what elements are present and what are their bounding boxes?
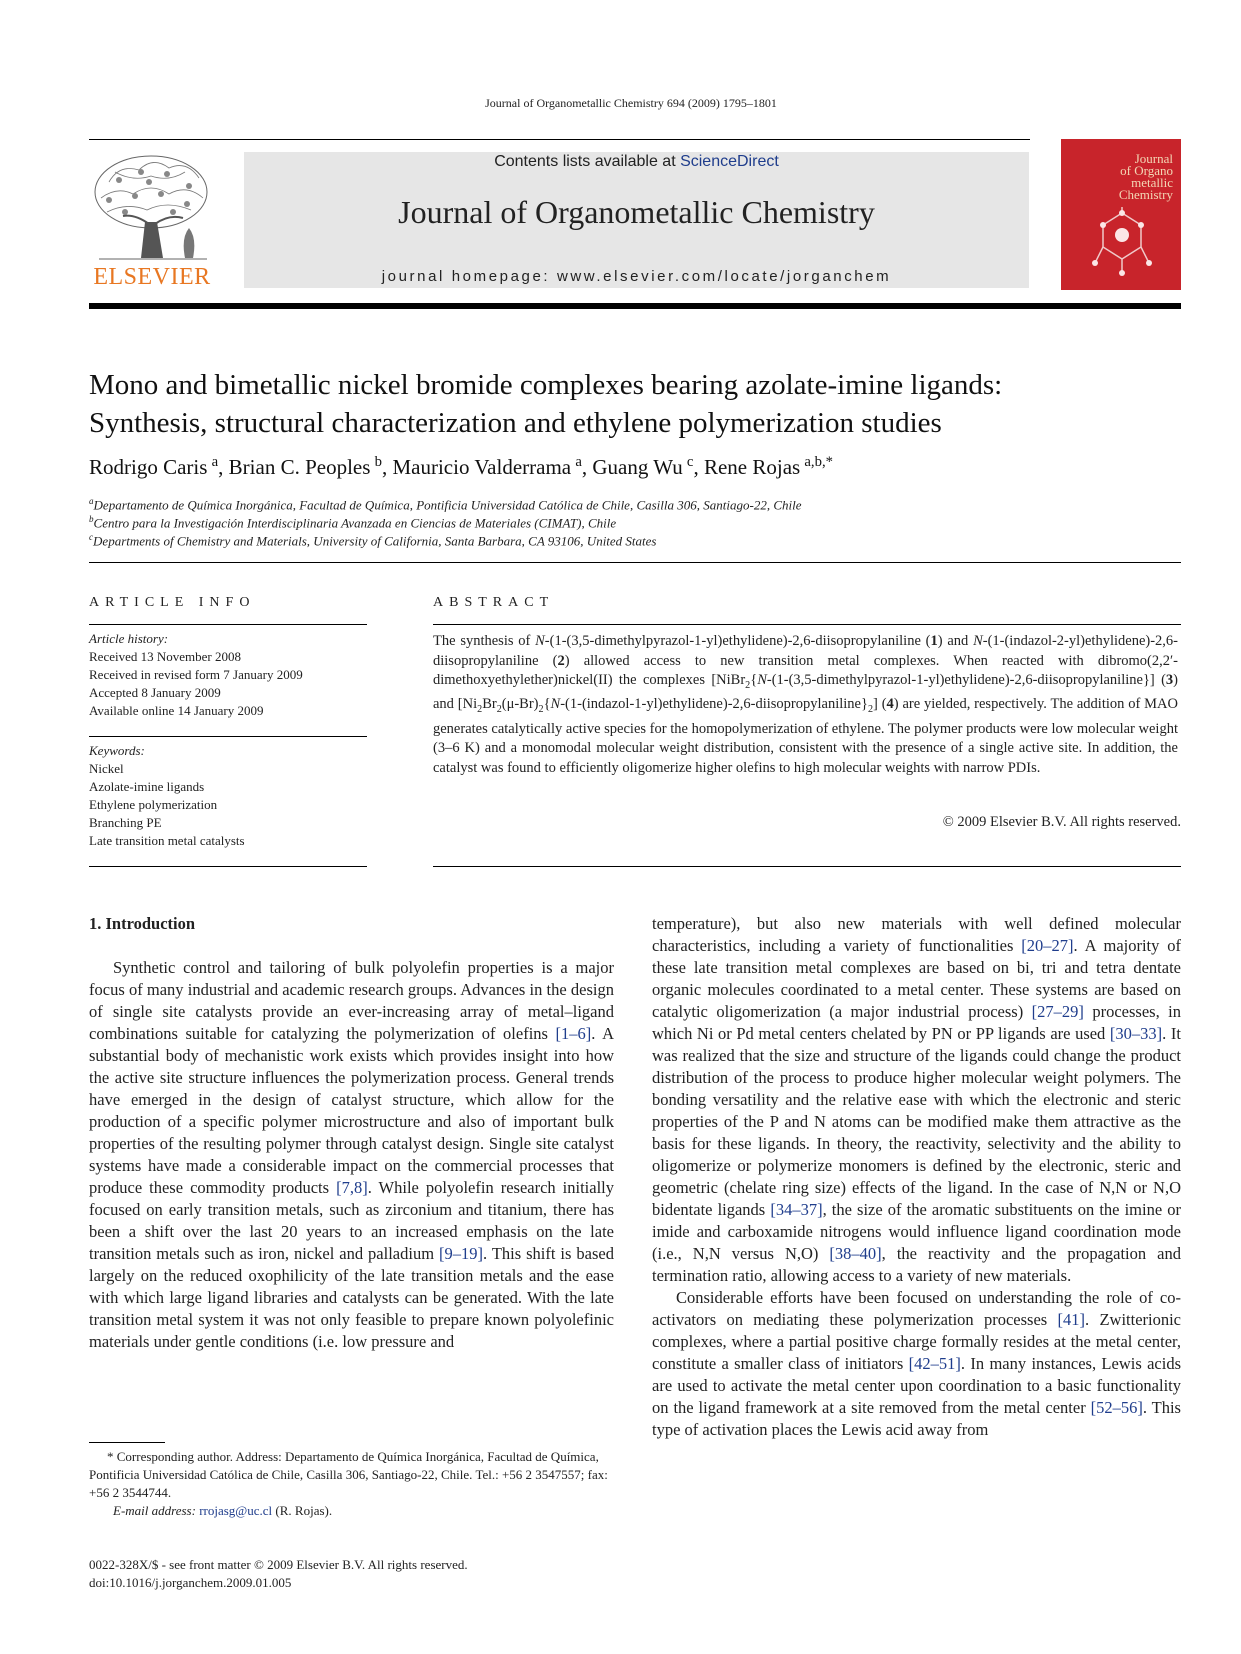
article-info-rule xyxy=(89,624,367,625)
abstract-heading: ABSTRACT xyxy=(433,595,555,610)
citation-link[interactable]: [1–6] xyxy=(555,1024,592,1043)
paragraph: temperature), but also new materials with well defined molecular characteristics, including a variety of functionalities [20–27]. A majority of these late transition metal complexes are based on bi, tri and tetra dentate organic molecules coordinated to a metal center. These systems are based on catalytic oligomerization (a major industrial process) [27–29] processes, in which Ni or Pd metal centers chelated by PN or PP ligands are used [30–33]. It was realized that the size and structure of the ligands could change the product distribution of the process to produce higher molecular weight polymers. The bonding versatility and the relative ease with which the electronic and steric properties of the P and N atoms can be modified make them attractive as the basis for these ligands. In theory, the reactivity, selectivity and the ability to oligomerize or polymerize monomers is defined by the electronic, steric and geometric (chelate ring size) effects of the ligand. In the case of N,N or N,O bidentate ligands [34–37], the size of the aromatic substituents on the imine or imide and carboxamide nitrogens would influence ligand coordination mode (i.e., N,N versus N,O) [38–40], the reactivity and the propagation and termination ratio, allowing access to a variety of new materials. xyxy=(652,914,1181,1285)
keyword-item: Late transition metal catalysts xyxy=(89,833,245,848)
author-email-link[interactable]: rrojasg@uc.cl xyxy=(199,1503,273,1518)
abstract-rule xyxy=(433,624,1181,625)
article-title-line-1: Mono and bimetallic nickel bromide complexes bearing azolate-imine ligands: xyxy=(89,369,1003,401)
header-top-rule xyxy=(89,139,1030,140)
author-list: Rodrigo Caris $^a$, Brian C. Peoples $^b$, Mauricio Valderrama $^a$, Guang Wu $^c$, Rene Rojas $^{a,b,*}$ xyxy=(89,454,833,479)
history-item: Accepted 8 January 2009 xyxy=(89,685,221,700)
abstract-bottom-rule xyxy=(433,866,1181,867)
citation-link[interactable]: [42–51] xyxy=(908,1354,961,1373)
journal-citation: Journal of Organometallic Chemistry 694 (2009) 1795–1801 xyxy=(485,96,777,110)
affiliation: $^a$Departamento de Química Inorgánica, Facultad de Química, Pontificia Universidad Católica de Chile, Casilla 306, Santiago-22, Chile xyxy=(89,496,802,513)
sciencedirect-link[interactable]: ScienceDirect xyxy=(680,153,779,170)
keyword-item: Azolate-imine ligands xyxy=(89,779,205,794)
author-name[interactable]: Guang Wu xyxy=(592,455,683,479)
article-title-line-2: Synthesis, structural characterization and ethylene polymerization studies xyxy=(89,407,942,439)
elsevier-tree-icon xyxy=(89,152,215,264)
article-title xyxy=(89,366,1189,442)
header-bottom-rule xyxy=(89,303,1181,309)
doi-line[interactable]: doi:10.1016/j.jorganchem.2009.01.005 xyxy=(89,1575,292,1590)
author-name[interactable]: Brian C. Peoples xyxy=(228,455,371,479)
abstract-body: The synthesis of N-(1-(3,5-dimethylpyrazol-1-yl)ethylidene)-2,6-diisopropylaniline (1) and N-(1-(indazol-2-yl)ethylidene)-2,6-diisopropylaniline (2) allowed access to new transition metal complexes. When reacted with dibromo(2,2′-dimethoxyethylether)nickel(II) the complexes [NiBr$_2${N-(1-(3,5-dimethylpyrazol-1-yl)ethylidene)-2,6-diisopropylaniline}] (3) and $[Ni_2Br_2(\mu-Br)_2\{N-(1-(indazol-1-yl)ethylidene)-2,6-diisopropylaniline\}_2]$ (4) are yielded, respectively. The addition of MAO generates catalytically active species for the homopolymerization of ethylene. The polymer products were low molecular weight (3–6 K) and a monomodal molecular weight distribution, consistent with the presence of a single active site. In addition, the catalyst was found to efficiently oligomerize higher olefins to high molecular weights with narrow PDIs. xyxy=(433,633,1179,776)
citation-link[interactable]: [34–37] xyxy=(770,1200,823,1219)
contents-prefix: Contents lists available at xyxy=(494,153,681,170)
history-rule xyxy=(89,736,367,737)
contents-available xyxy=(244,153,1029,171)
corresponding-author-footnote: * Corresponding author. Address: Departamento de Química Inorgánica, Facultad de Química, Pontificia Universidad Católica de Chile, Casilla 306, Santiago-22, Chile. Tel.: +56 2 3547557; fax: +56 2 3544744. E-mail address: rrojasg@uc.cl (R. Rojas). xyxy=(89,1449,608,1518)
author-name[interactable]: Rene Rojas xyxy=(703,455,801,479)
author-affil-marker: b xyxy=(374,454,382,470)
intro-column-right xyxy=(652,913,1181,1441)
keywords-rule xyxy=(89,866,367,867)
citation-link[interactable]: [41] xyxy=(1057,1310,1086,1329)
elsevier-wordmark: ELSEVIER xyxy=(93,264,211,290)
citation-link[interactable]: [38–40] xyxy=(829,1244,882,1263)
keywords-label: Keywords: xyxy=(89,743,145,758)
citation-link[interactable]: [27–29] xyxy=(1031,1002,1084,1021)
paragraph: Considerable efforts have been focused on understanding the role of co-activators on mediating these polymerization processes [41]. Zwitterionic complexes, where a partial positive charge formally resides at the metal center, constitute a smaller class of initiators [42–51]. In many instances, Lewis acids are used to activate the metal center upon coordination to a basic functionality on the ligand framework at a site removed from the metal center [52–56]. This type of activation places the Lewis acid away from xyxy=(652,1288,1182,1439)
article-history-label: Article history: xyxy=(89,631,169,646)
citation-link[interactable]: [7,8] xyxy=(336,1178,368,1197)
citation-link[interactable]: [30–33] xyxy=(1109,1024,1163,1043)
affiliation: $^b$Centro para la Investigación Interdisciplinaria Avanzada en Ciencias de Materiales (CIMAT), Chile xyxy=(89,514,617,531)
footnote-marker: * xyxy=(107,1449,114,1464)
author-affil-marker[interactable]: a,b,* xyxy=(804,454,833,470)
author-affil-marker: a xyxy=(575,454,582,470)
keywords xyxy=(89,742,245,850)
intro-column-left xyxy=(89,957,614,1353)
author-affil-marker: c xyxy=(686,454,694,470)
article-info-heading: ARTICLE INFO xyxy=(89,595,256,610)
citation-link[interactable]: [9–19] xyxy=(439,1244,484,1263)
affiliation: $^c$Departments of Chemistry and Materials, University of California, Santa Barbara, CA 93106, United States xyxy=(89,532,657,549)
affiliation-rule xyxy=(89,562,1181,563)
keyword-item: Branching PE xyxy=(89,815,162,830)
copyright-notice: © 2009 Elsevier B.V. All rights reserved. xyxy=(942,814,1181,830)
author-name[interactable]: Rodrigo Caris xyxy=(89,455,208,479)
history-item: Received in revised form 7 January 2009 xyxy=(89,667,303,682)
molecule-icon xyxy=(1089,205,1155,281)
author-name[interactable]: Mauricio Valderrama xyxy=(392,455,572,479)
citation-link[interactable]: [20–27] xyxy=(1021,936,1074,955)
keyword-item: Ethylene polymerization xyxy=(89,797,218,812)
front-matter-info xyxy=(89,1556,468,1592)
history-item: Available online 14 January 2009 xyxy=(89,703,264,718)
history-item: Received 13 November 2008 xyxy=(89,649,241,664)
article-history xyxy=(89,630,303,720)
elsevier-logo[interactable] xyxy=(89,152,215,292)
keyword-item: Nickel xyxy=(89,761,124,776)
journal-title: Journal of Organometallic Chemistry xyxy=(398,194,875,230)
footnote-rule xyxy=(89,1442,165,1443)
author-affil-marker: a xyxy=(211,454,219,470)
issn-line: 0022-328X/$ - see front matter © 2009 Elsevier B.V. All rights reserved. xyxy=(89,1557,468,1572)
cover-title: Journal of Organo metallic Chemistry xyxy=(1118,151,1173,202)
journal-homepage-link[interactable]: journal homepage: www.elsevier.com/locate/jorganchem xyxy=(381,268,892,285)
journal-cover-thumbnail[interactable] xyxy=(1061,139,1181,290)
citation-link[interactable]: [52–56] xyxy=(1090,1398,1143,1417)
section-heading-introduction: 1. Introduction xyxy=(89,914,196,933)
paragraph: Synthetic control and tailoring of bulk polyolefin properties is a major focus of many industrial and academic research groups. Advances in the design of single site catalysts provide an ever-increasing array of metal–ligand combinations suitable for catalyzing the polymerization of olefins [1–6]. A substantial body of mechanistic work exists which provides insight into how the active site structure influences the polymerization process. General trends have emerged in the design of catalyst structure, which allow for the production of a specific polymer microstructure and also of important bulk properties of the resulting polymer through catalyst design. Single site catalyst systems have made a considerable impact on the commercial processes that produce these commodity products [7,8]. While polyolefin research initially focused on early transition metals, such as zirconium and titanium, there has been a shift over the last 20 years to an increased emphasis on the late transition metals such as iron, nickel and palladium [9–19]. This shift is based largely on the reduced oxophilicity of the late transition metals and the ease with which large ligand libraries and catalysts can be generated. With the late transition metal system it was not only feasible to prepare known polyolefinic materials under gentle conditions (i.e. low pressure and xyxy=(89,958,614,1351)
